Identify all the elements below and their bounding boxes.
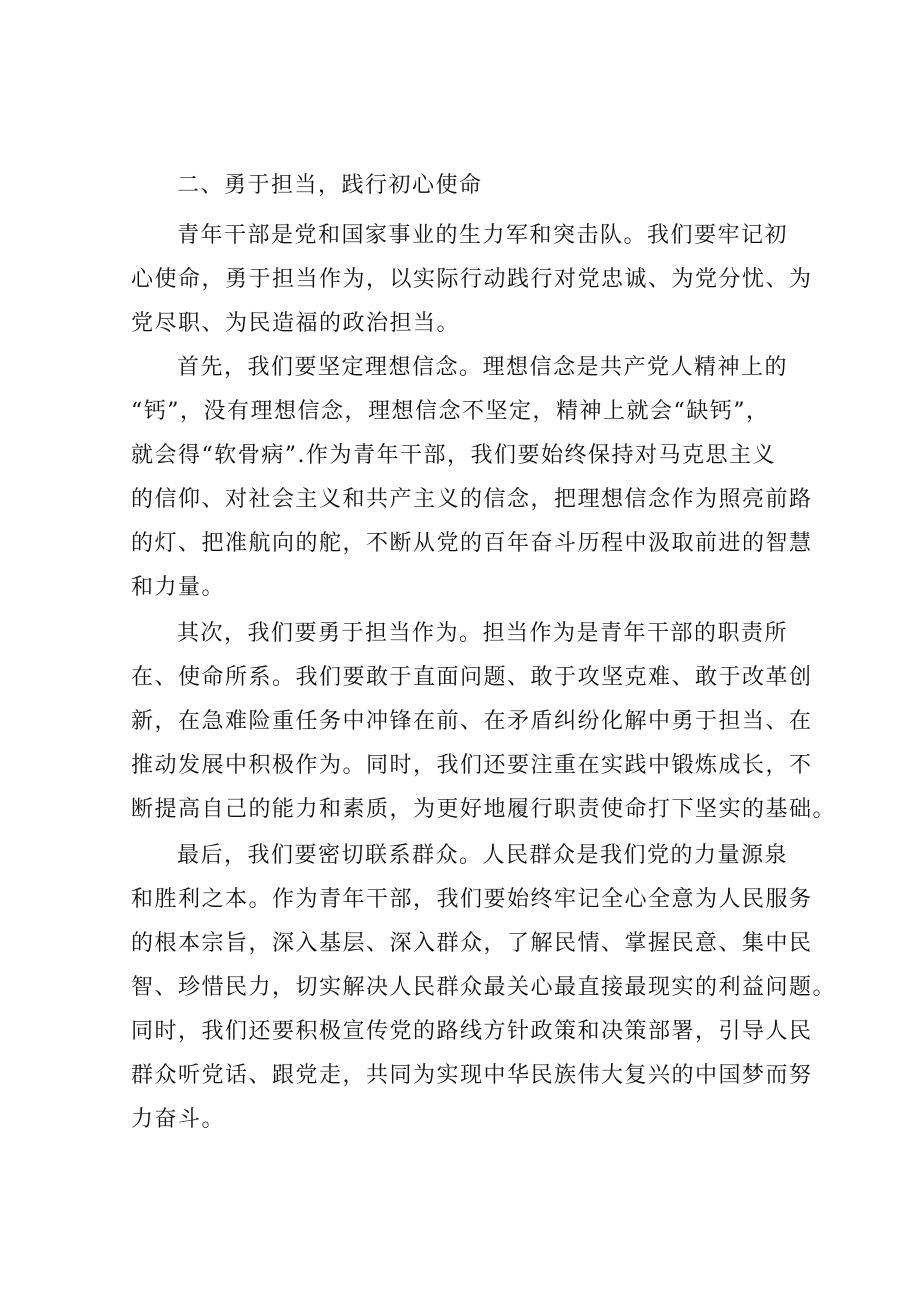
paragraph-line: 新，在急难险重任务中冲锋在前、在矛盾纠纷化解中勇于担当、在 bbox=[131, 709, 813, 734]
paragraph-line: 的根本宗旨，深入基层、深入群众，了解民情、掌握民意、集中民 bbox=[131, 931, 813, 956]
paragraph-first-point bbox=[131, 346, 813, 610]
paragraph-line: 其次，我们要勇于担当作为。担当作为是青年干部的职责所 bbox=[177, 621, 789, 646]
paragraph-line: 推动发展中积极作为。同时，我们还要注重在实践中锻炼成长，不 bbox=[131, 753, 813, 778]
paragraph-line: 智、珍惜民力，切实解决人民群众最关心最直接最现实的利益问题。 bbox=[131, 975, 837, 1000]
paragraph-line: 首先，我们要坚定理想信念。理想信念是共产党人精神上的 bbox=[177, 355, 789, 380]
paragraph-line: 的信仰、对社会主义和共产主义的信念，把理想信念作为照亮前路 bbox=[131, 487, 813, 512]
paragraph-line: “钙”，没有理想信念，理想信念不坚定，精神上就会“缺钙”， bbox=[131, 399, 770, 424]
paragraph-line: 最后，我们要密切联系群众。人民群众是我们党的力量源泉 bbox=[177, 843, 789, 868]
paragraph-line: 力奋斗。 bbox=[131, 1107, 226, 1132]
paragraph-line: 党尽职、为民造福的政治担当。 bbox=[131, 311, 461, 336]
paragraph-third-point bbox=[131, 834, 837, 1142]
paragraph-line: 和力量。 bbox=[131, 575, 226, 600]
section-heading: 二、勇于担当，践行初心使命 bbox=[177, 173, 483, 198]
paragraph-line: 和胜利之本。作为青年干部，我们要始终牢记全心全意为人民服务 bbox=[131, 887, 813, 912]
paragraph-line: 的灯、把准航向的舵，不断从党的百年奋斗历程中汲取前进的智慧 bbox=[131, 531, 813, 556]
paragraph-line: 就会得“软骨病”.作为青年干部，我们要始终保持对马克思主义 bbox=[131, 443, 776, 468]
paragraph-second-point bbox=[131, 612, 837, 832]
paragraph-line: 在、使命所系。我们要敢于直面问题、敢于攻坚克难、敢于改革创 bbox=[131, 665, 813, 690]
paragraph-line: 群众听党话、跟党走，共同为实现中华民族伟大复兴的中国梦而努 bbox=[131, 1063, 813, 1088]
paragraph-line: 心使命，勇于担当作为，以实际行动践行对党忠诚、为党分忧、为 bbox=[131, 267, 813, 292]
paragraph-line: 青年干部是党和国家事业的生力军和突击队。我们要牢记初 bbox=[177, 223, 789, 248]
paragraph-line: 同时，我们还要积极宣传党的路线方针政策和决策部署，引导人民 bbox=[131, 1019, 813, 1044]
paragraph-intro bbox=[131, 214, 813, 346]
paragraph-line: 断提高自己的能力和素质，为更好地履行职责使命打下坚实的基础。 bbox=[131, 797, 837, 822]
